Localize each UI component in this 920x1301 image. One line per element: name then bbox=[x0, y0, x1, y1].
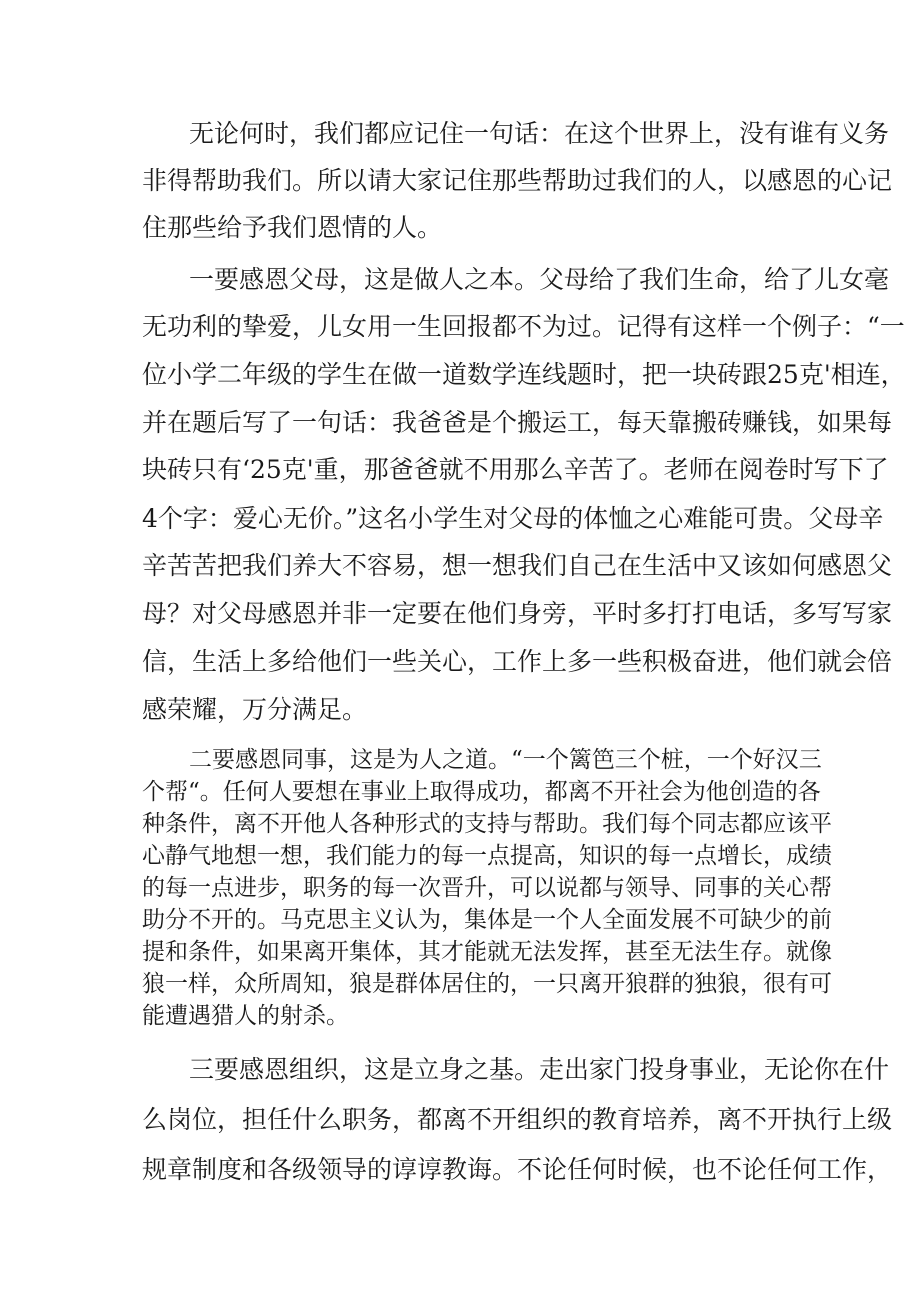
text-line: 提和条件，如果离开集体，其才能就无法发挥，甚至无法生存。就像 bbox=[142, 939, 832, 965]
text-line: 一要感恩父母，这是做人之本。父母给了我们生命，给了儿女毫 bbox=[189, 265, 890, 294]
text-line: 个帮“。任何人要想在事业上取得成功，都离不开社会为他创造的各 bbox=[142, 779, 821, 805]
text-line: 感荣耀，万分满足。 bbox=[142, 695, 368, 724]
text-line: 非得帮助我们。所以请大家记住那些帮助过我们的人，以感恩的心记 bbox=[142, 166, 893, 195]
text-line: 的每一点进步，职务的每一次晋升，可以说都与领导、同事的关心帮 bbox=[142, 875, 832, 901]
text-line: 三要感恩组织，这是立身之基。走出家门投身事业，无论你在什 bbox=[189, 1055, 890, 1084]
text-line: 住那些给予我们恩情的人。 bbox=[142, 213, 443, 242]
text-line: 么岗位，担任什么职务，都离不开组织的教育培养，离不开执行上级 bbox=[142, 1105, 893, 1134]
text-line: 能遭遇猎人的射杀。 bbox=[142, 1003, 349, 1029]
text-line: 狼一样，众所周知，狼是群体居住的，一只离开狼群的独狼，很有可 bbox=[142, 971, 832, 997]
text-line: 辛苦苦把我们养大不容易，想一想我们自己在生活中又该如何感恩父 bbox=[142, 551, 893, 580]
text-line: 无论何时，我们都应记住一句话：在这个世界上，没有谁有义务 bbox=[189, 119, 890, 148]
text-line: 4个字：爱心无价。”这名小学生对父母的体恤之心难能可贵。父母辛 bbox=[142, 504, 884, 533]
text-line: 种条件，离不开他人各种形式的支持与帮助。我们每个同志都应该平 bbox=[142, 811, 832, 837]
text-line: 并在题后写了一句话：我爸爸是个搬运工，每天靠搬砖赚钱，如果每 bbox=[142, 408, 893, 437]
text-line: 信，生活上多给他们一些关心，工作上多一些积极奋进，他们就会倍 bbox=[142, 647, 893, 676]
text-line: 规章制度和各级领导的谆谆教诲。不论任何时候，也不论任何工作， bbox=[142, 1155, 893, 1184]
text-line: 助分不开的。马克思主义认为，集体是一个人全面发展不可缺少的前 bbox=[142, 907, 832, 933]
text-line: 块砖只有‘25克'重，那爸爸就不用那么辛苦了。老师在阅卷时写下了 bbox=[142, 455, 889, 484]
text-line: 二要感恩同事，这是为人之道。“一个篱笆三个桩，一个好汉三 bbox=[189, 747, 822, 773]
text-line: 位小学二年级的学生在做一道数学连线题时，把一块砖跟25克'相连， bbox=[142, 360, 906, 389]
text-line: 心静气地想一想，我们能力的每一点提高，知识的每一点增长，成绩 bbox=[142, 843, 832, 869]
text-line: 母？对父母感恩并非一定要在他们身旁，平时多打打电话，多写写家 bbox=[142, 599, 893, 628]
text-line: 无功利的挚爱，儿女用一生回报都不为过。记得有这样一个例子：“一 bbox=[142, 312, 905, 341]
